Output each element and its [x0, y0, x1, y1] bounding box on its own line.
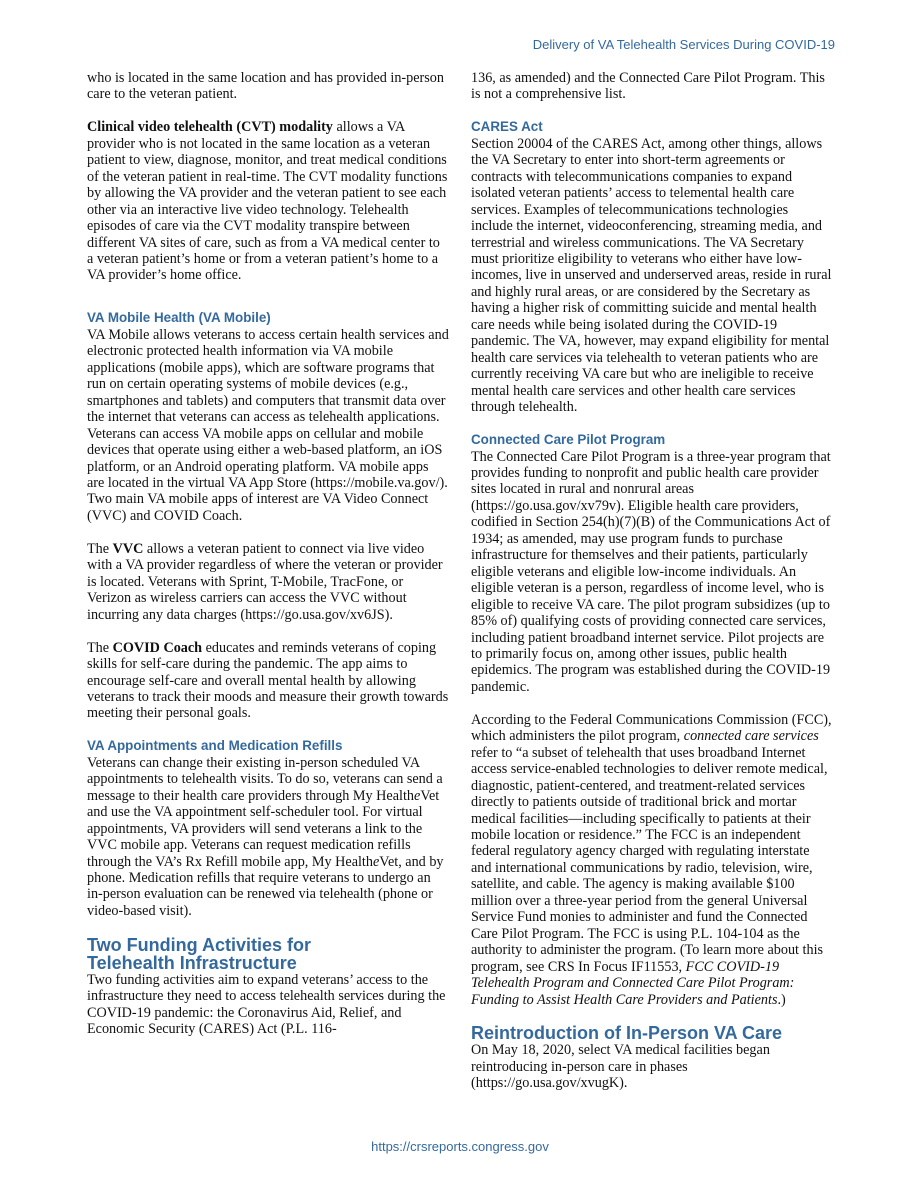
footer-url[interactable]: https://crsreports.congress.gov [371, 1139, 549, 1154]
paragraph-va-mobile: VA Mobile allows veterans to access certain health services and electronic protected health information via VA mobile applications (mobile apps), which are software programs that run on certain operating systems of mobile devices (e.g., smartphones and tablets) and computers that transmit data over the internet that veterans can access as telehealth applications. Veterans can access VA mobile apps on cellular and mobile devices that operate using either a web-based platform, an iOS platform, or an Android operating platform. VA mobile apps are located in the virtual VA App Store (https://mobile.va.gov/). Two main VA mobile apps of interest are VA Video Connect (VVC) and COVID Coach. [87, 326, 449, 524]
paragraph-fcc: According to the Federal Communications Commission (FCC), which administers the pilot program, connected care services refer to “a subset of telehealth that uses broadband Internet access service-enabled technologies to deliver remote medical, diagnostic, patient-centered, and treatment-related services directly to patients outside of traditional brick and mortar medical facilities—including specifically to patients at their mobile location or residence.” The FCC is an independent federal regulatory agency charged with regulating interstate and international communications by radio, television, wire, satellite, and cable. The agency is making available $100 million over a three-year period from the general Universal Service Fund monies to administer and fund the Connected Care Pilot Program. The FCC is using P.L. 104-104 as the authority to administer the program. (To learn more about this program, see CRS In Focus IF11553, FCC COVID-19 Telehealth Program and Connected Care Pilot Program: Funding to Assist Health Care Providers and Patients.) [471, 711, 832, 1008]
term-covid-coach: COVID Coach [112, 639, 203, 656]
heading-cares-act: CARES Act [471, 119, 543, 135]
paragraph-covid-coach: The COVID Coach educates and reminds veterans of coping skills for self-care during the pandemic. The app aims to encourage self-care and overall mental health by allowing veterans to track their moods and measure their growth towards meeting their personal goals. [87, 639, 449, 722]
right-column [471, 70, 833, 1092]
left-column [87, 70, 449, 1038]
term-vvc: VVC [112, 540, 144, 557]
term-cvt: Clinical video telehealth (CVT) modality [87, 119, 333, 136]
heading-connected-care: Connected Care Pilot Program [471, 432, 666, 448]
paragraph-appointments: Veterans can change their existing in-person scheduled VA appointments to telehealth visits. To do so, veterans can send a message to their health care providers through My HealtheVet and use the VA appointment self-scheduler tool. For virtual appointments, VA providers will send veterans a link to the VVC mobile app. Veterans can request medication refills through the VA’s Rx Refill mobile app, My HealtheVet, and by phone. Medication refills that require veterans to undergo an in-person evaluation can be renewed via telehealth (phone or video-based visit). [87, 754, 444, 919]
paragraph-reintroduction: On May 18, 2020, select VA medical facilities began reintroducing in-person care in phases (https://go.usa.gov/xvugK). [471, 1042, 770, 1092]
paragraph-funding: Two funding activities aim to expand veterans’ access to the infrastructure they need to access telehealth services during the COVID-19 pandemic: the Coronavirus Aid, Relief, and Economic Security (CARES) Act (P.L. 116- [87, 971, 446, 1038]
paragraph-connected-care: The Connected Care Pilot Program is a three-year program that provides funding to nonprofit and public health care provider sites located in rural and nonrural areas (https://go.usa.gov/xv79v). Eligible health care providers, codified in Section 254(h)(7)(B) of the Communications Act of 1934; as amended, may use program funds to purchase infrastructure for themselves and their patients, particularly eligible veterans and eligible low-income individuals. An eligible veteran is a person, regardless of income level, who is eligible to receive VA care. The pilot program subsidizes (up to 85% of) qualifying costs of providing connected care services, including patient broadband internet service. Pilot projects are to primarily focus on, among other issues, public health epidemics. The program was established during the COVID-19 pandemic. [471, 448, 831, 695]
heading-reintroduction: Reintroduction of In-Person VA Care [471, 1023, 783, 1044]
running-header: Delivery of VA Telehealth Services During COVID-19 [532, 37, 835, 52]
paragraph-cares-act: Section 20004 of the CARES Act, among other things, allows the VA Secretary to enter into short-term agreements or contracts with telecommunications companies to expand isolated veteran patients’ access to telemental health care services. Examples of telecommunications technologies include the internet, videoconferencing, streaming media, and terrestrial and wireless communications. The VA Secretary must prioritize eligibility to veterans who either have low-incomes, live in unserved and underserved areas, reside in rural and highly rural areas, or are considered by the Secretary as having a higher risk of committing suicide and mental health care needs while being isolated during the COVID-19 pandemic. The VA, however, may expand eligibility for mental health care services via telehealth to veteran patients who are currently receiving VA care but who are ineligible to receive mental health care services and other health care services through telehealth. [471, 135, 832, 416]
paragraph-continuation: who is located in the same location and has provided in-person care to the veteran patient. [87, 70, 444, 103]
heading-va-mobile: VA Mobile Health (VA Mobile) [87, 310, 271, 326]
paragraph-cvt: Clinical video telehealth (CVT) modality allows a VA provider who is not located in the same location as a veteran patient to view, diagnose, monitor, and treat medical conditions of the veteran patient in real-time. The CVT modality functions by allowing the VA provider and the veteran patient to see each other via an interactive live video technology. Telehealth episodes of care via the CVT modality transpire between different VA sites of care, such as from a VA medical center to a veteran patient’s home or from a veteran patient’s home to a VA provider’s home office. [87, 119, 448, 284]
paragraph-vvc: The VVC allows a veteran patient to connect via live video with a VA provider regardless of where the veteran or provider is located. Veterans with Sprint, T-Mobile, TracFone, or Verizon as wireless carriers can access the VVC without incurring any data charges (https://go.usa.gov/xv6JS). [87, 540, 443, 623]
heading-funding: Two Funding Activities for Telehealth Infrastructure [87, 934, 311, 973]
paragraph-continuation-right: 136, as amended) and the Connected Care Pilot Program. This is not a comprehensive list. [471, 70, 825, 103]
heading-appointments: VA Appointments and Medication Refills [87, 738, 343, 754]
